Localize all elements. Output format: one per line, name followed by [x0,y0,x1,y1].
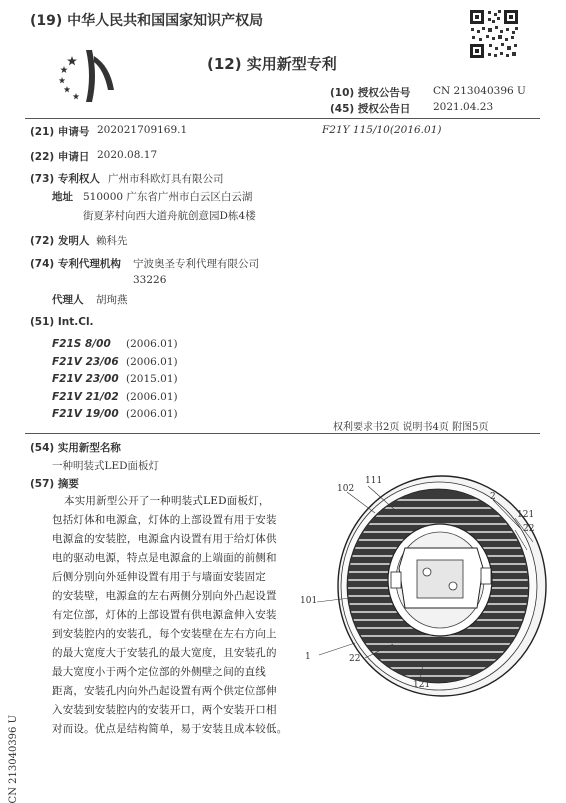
intcl-code: F21V 19/00 [52,408,119,420]
intcl-code: F21V 23/00 [52,373,119,385]
abstract-line: 本实用新型公开了一种明装式LED面板灯， [64,495,270,507]
agency: 宁波奥圣专利代理有限公司 [133,258,259,270]
abstract-line: 后侧分别向外延伸设置有用于与墙面安装固定 [52,571,266,583]
figure-reference-numeral: 22 [349,654,361,664]
address-label: 地址 [52,191,73,203]
biblio-rule [25,433,540,434]
office-name: (19) 中华人民共和国国家知识产权局 [30,13,264,29]
ipc-main-classification: F21Y 115/10(2016.01) [322,124,442,136]
publication-number-label: (10) 授权公告号 [330,87,411,99]
cnipa-logo [52,46,122,104]
intcl-code: F21S 8/00 [52,338,111,350]
intcl-version: (2006.01) [126,355,178,368]
agent: 胡珣燕 [96,294,128,306]
abstract-line: 有定位部，灯体的上部设置有供电源盒伸入安装 [52,609,277,621]
figure-reference-numeral: 101 [300,596,318,606]
abstract-line: 电的驱动电源，特点是电源盒的上端面的前侧和 [52,552,277,564]
intcl-entry [52,356,178,368]
intcl-version: (2006.01) [126,408,178,420]
figure-reference-numeral: 1 [305,652,311,662]
address-line-1: 510000 广东省广州市白云区白云湖 [83,191,253,203]
figure-reference-numeral: 121 [517,510,535,520]
application-number: 202021709169.1 [97,124,188,136]
patentee: 广州市科欧灯具有限公司 [108,173,224,185]
intcl-code: F21V 23/06 [52,355,119,368]
intcl-entry [52,373,178,385]
publication-date-label: (45) 授权公告日 [330,103,411,115]
figure-reference-numeral: 102 [337,484,355,494]
agent-label: 代理人 [52,294,84,306]
title-label: (54) 实用新型名称 [30,442,121,454]
side-publication-stamp: CN 213040396 U [8,715,19,803]
abstract-line: 电源盒的安装腔，电源盒内设置有用于给灯体供 [52,533,277,545]
abstract-line: 入安装到安装腔内的安装开口，两个安装开口相 [52,704,277,716]
document-type: (12) 实用新型专利 [207,55,337,73]
publication-number: CN 213040396 U [433,85,526,97]
inventor-label: (72) 发明人 [30,235,90,247]
intcl-version: (2006.01) [126,390,178,403]
abstract-line: 包括灯体和电源盒，灯体的上部设置有用于安装 [52,514,277,526]
intcl-label: (51) Int.Cl. [30,316,94,328]
intcl-entry [52,408,178,420]
inventor: 赖科先 [96,235,128,247]
figure-reference-numeral: 22 [523,524,535,534]
intcl-entry [52,391,178,403]
abstract-line: 最大宽度小于两个定位部的外侧壁之间的直线 [52,666,266,678]
page-counts: 权利要求书2页 说明书4页 附图5页 [333,422,489,433]
abstract-line: 到安装腔内的安装孔，每个安装壁在左右方向上 [52,628,277,640]
publication-date: 2021.04.23 [433,101,494,113]
abstract-label: (57) 摘要 [30,478,79,490]
abstract-line: 的安装壁，电源盒的左右两侧分别向外凸起设置 [52,590,277,602]
address-line-2: 街夏茅村向西大道舟航创意园D栋4楼 [83,210,256,222]
intcl-version: (2015.01) [126,373,178,385]
header-rule [25,118,540,119]
abstract-line: 对而设。优点是结构简单，易于安装且成本较低。 [52,723,288,735]
application-date: 2020.08.17 [97,149,158,161]
figure-reference-numeral: 121 [413,680,431,690]
abstract-line: 距离，安装孔内向外凸起设置有两个供定位部伸 [52,685,277,697]
abstract-line: 的最大宽度大于安装孔的最大宽度，且安装孔的 [52,647,277,659]
qr-code [468,8,520,60]
patentee-label: (73) 专利权人 [30,173,100,185]
figure-reference-numeral: 111 [365,476,383,486]
utility-model-title: 一种明装式LED面板灯 [52,460,160,472]
intcl-code: F21V 21/02 [52,390,119,403]
application-number-label: (21) 申请号 [30,126,90,138]
agency-code: 33226 [133,274,167,286]
figure-reference-numeral: 2 [490,492,496,502]
lamp-drawing [300,468,550,703]
application-date-label: (22) 申请日 [30,151,90,163]
intcl-version: (2006.01) [126,338,178,350]
intcl-entry [52,338,178,350]
agency-label: (74) 专利代理机构 [30,258,121,270]
